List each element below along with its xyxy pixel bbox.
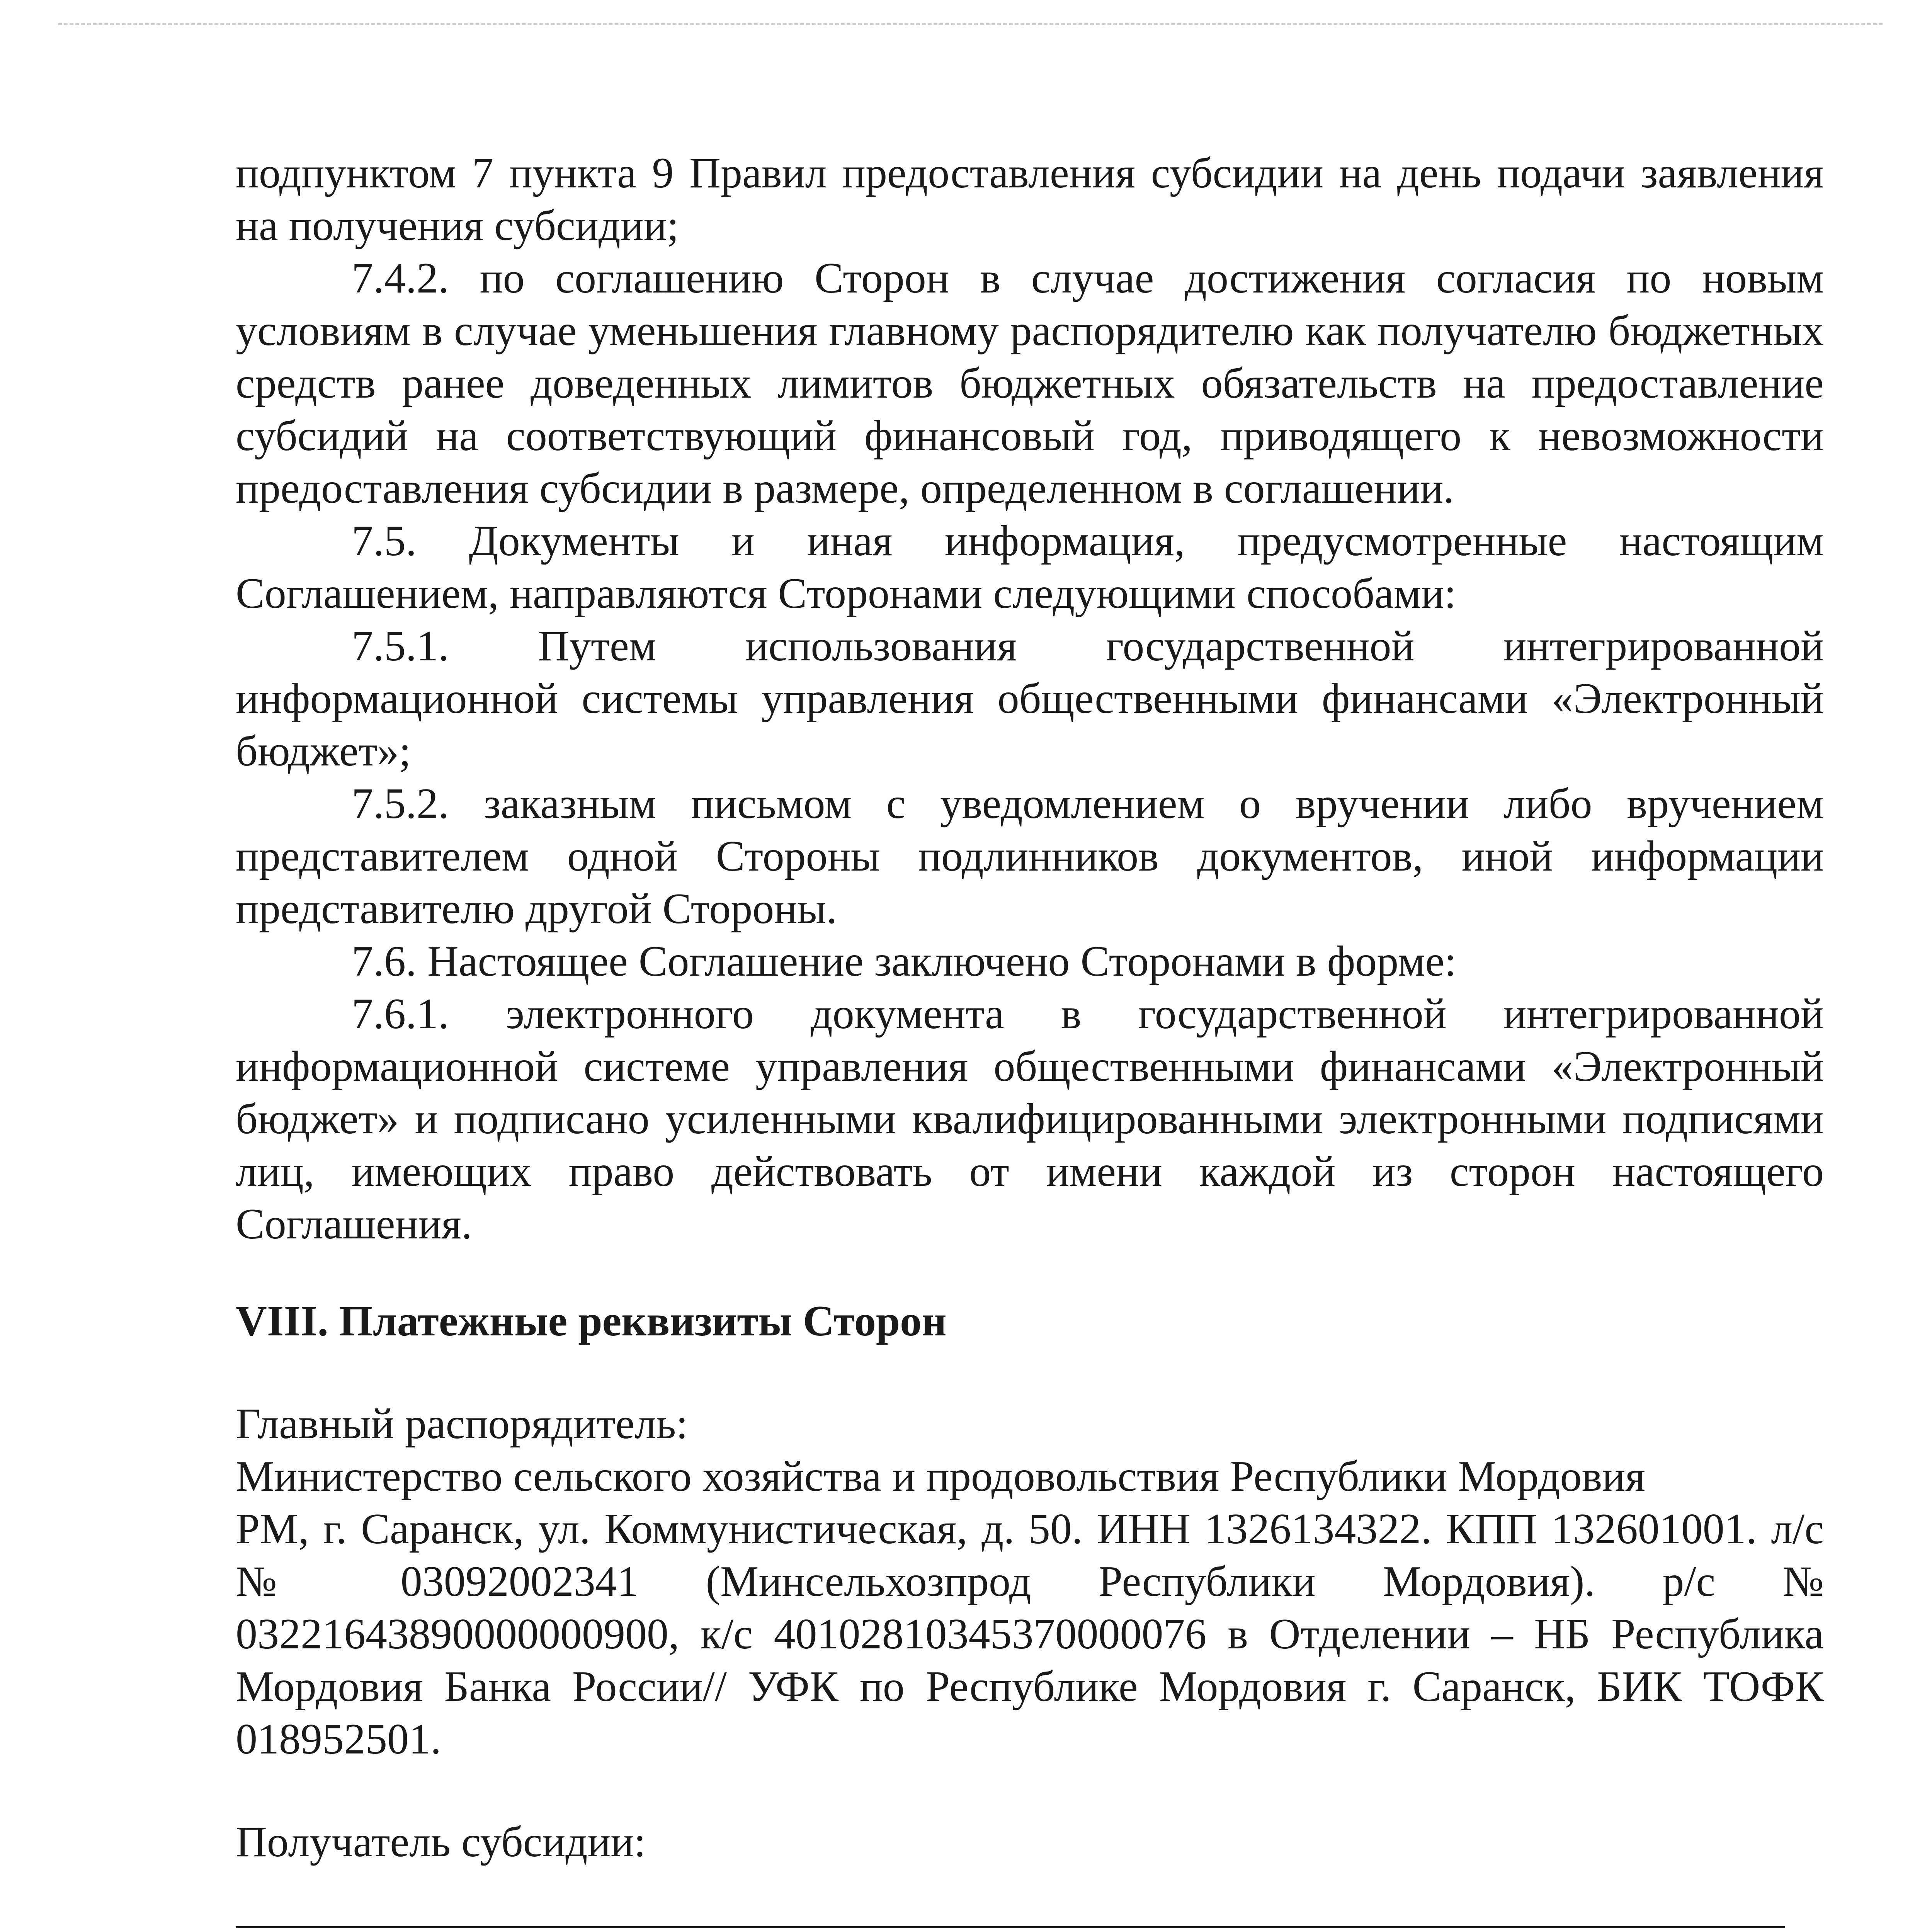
paragraph: 7.5. Документы и иная информация, предусмотренные настоящим Соглашением, направляются Сторонами следующими способами:: [236, 517, 1824, 617]
page-top-edge: [58, 23, 1883, 25]
paragraph: 7.5.1. Путем использования государственной интегрированной информационной системы управления общественными финансами «Электронный бюджет»;: [236, 622, 1824, 775]
paragraph: 7.4.2. по соглашению Сторон в случае достижения согласия по новым условиям в случае уменьшения главному распорядителю как получателю бюджетных средств ранее доведенных лимитов бюджетных обязательств на предоставление субсидий на соответствующий финансовый год, приводящего к невозможности предоставления субсидии в размере, определенном в соглашении.: [236, 254, 1824, 512]
document-page: [236, 147, 1824, 1932]
paragraph-list: [236, 147, 1824, 1250]
paragraph: 7.5.2. заказным письмом с уведомлением о вручении либо вручением представителем одной Стороны подлинников документов, иной информации представителю другой Стороны.: [236, 780, 1824, 933]
recipient-label: Получатель субсидии:: [236, 1818, 646, 1866]
main-manager-name: Министерство сельского хозяйства и продовольствия Республики Мордовия: [236, 1452, 1645, 1500]
main-manager-label: Главный распорядитель:: [236, 1400, 688, 1448]
paragraph: 7.6. Настоящее Соглашение заключено Сторонами в форме:: [352, 937, 1457, 985]
paragraph: подпунктом 7 пункта 9 Правил предоставления субсидии на день подачи заявления на получения субсидии;: [236, 149, 1824, 250]
paragraph: 7.6.1. электронного документа в государственной интегрированной информационной системе управления общественными финансами «Электронный бюджет» и подписано усиленными квалифицированными электронными подписями лиц, имеющих право действовать от имени каждой из сторон настоящего Соглашения.: [236, 990, 1824, 1248]
main-manager-details: РМ, г. Саранск, ул. Коммунистическая, д. 50. ИНН 1326134322. КПП 132601001. л/с № 03092002341 (Минсельхозпрод Республики Мордовия). р/с № 03221643890000000900, к/с 40102810345370000076 в Отделении – НБ Республика Мордовия Банка России// УФК по Республике Мордовия г. Саранск, БИК ТОФК 018952501.: [236, 1505, 1824, 1763]
section-8-heading: VIII. Платежные реквизиты Сторон: [236, 1297, 947, 1345]
